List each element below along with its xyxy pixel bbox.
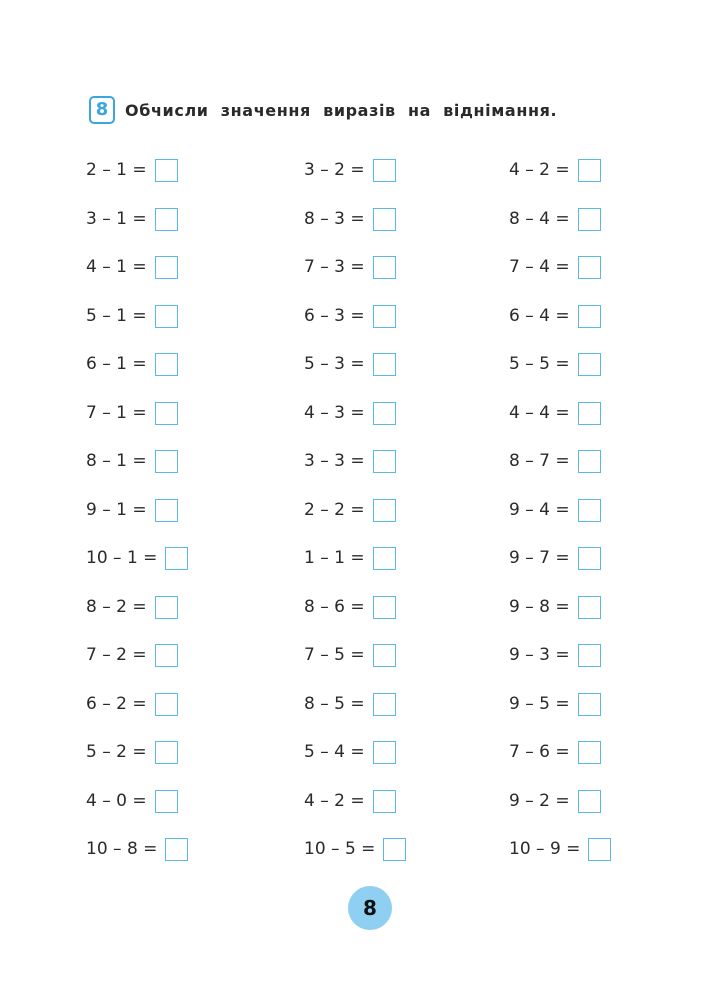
expression-text: 9 – 8 = [509,596,570,617]
answer-box[interactable] [373,305,396,328]
answer-box[interactable] [373,353,396,376]
answer-box[interactable] [578,790,601,813]
answer-box[interactable] [155,741,178,764]
expression-text: 10 – 1 = [86,548,158,568]
answer-box[interactable] [373,159,396,182]
answer-box[interactable] [155,402,178,425]
expression-row [509,496,611,545]
expression-text: 4 – 4 = [509,402,570,423]
task-title: Обчисли значення виразів на віднімання. [125,100,558,120]
expression-row [304,350,406,399]
answer-box[interactable] [155,256,178,279]
expression-row [86,690,188,739]
expression-text: 3 – 3 = [304,451,365,471]
answer-box[interactable] [155,159,178,182]
answer-box[interactable] [578,208,601,231]
answer-box[interactable] [373,790,396,813]
expression-row [86,205,188,254]
answer-box[interactable] [373,644,396,667]
answer-box[interactable] [373,693,396,716]
expression-row [86,302,188,351]
expression-text: 5 – 4 = [304,742,365,762]
expression-row [509,205,611,254]
expression-row [304,253,406,302]
answer-box[interactable] [155,644,178,667]
expression-text: 9 – 4 = [509,499,570,520]
answer-box[interactable] [373,256,396,279]
expression-text: 5 – 1 = [86,305,147,326]
expression-text: 7 – 3 = [304,257,365,277]
expression-text: 8 – 7 = [509,451,570,471]
expression-row [86,544,188,593]
answer-box[interactable] [578,499,601,522]
answer-box[interactable] [578,305,601,328]
expression-row [304,641,406,690]
expression-row [509,253,611,302]
expression-row [304,690,406,739]
expression-row [509,156,611,205]
task-number-badge: 8 [89,96,115,124]
expression-text: 3 – 2 = [304,160,365,180]
expression-text: 7 – 5 = [304,645,365,665]
expression-text: 5 – 5 = [509,354,570,374]
expression-row [304,496,406,545]
expression-row [509,593,611,642]
answer-box[interactable] [373,596,396,619]
page-number-badge: 8 [348,886,392,930]
answer-box[interactable] [155,499,178,522]
expression-text: 4 – 1 = [86,257,147,277]
expression-row [86,447,188,496]
expression-text: 6 – 4 = [509,305,570,326]
task-header [89,96,557,124]
expression-row [509,544,611,593]
expression-row [304,738,406,787]
expression-row [304,593,406,642]
expression-row [509,641,611,690]
expression-row [86,641,188,690]
expression-row [86,787,188,836]
expression-column-3 [509,156,611,884]
expression-row [86,738,188,787]
expression-text: 10 – 8 = [86,839,158,859]
answer-box[interactable] [578,159,601,182]
expression-row [86,835,188,884]
expression-text: 6 – 2 = [86,693,147,714]
expression-text: 4 – 2 = [304,790,365,811]
answer-box[interactable] [578,353,601,376]
expression-row [86,593,188,642]
expression-row [509,787,611,836]
expression-column-1 [86,156,188,884]
expression-row [304,302,406,351]
answer-box[interactable] [155,305,178,328]
expression-row [509,690,611,739]
expression-row [304,787,406,836]
answer-box[interactable] [373,402,396,425]
answer-box[interactable] [578,450,601,473]
expression-text: 4 – 3 = [304,402,365,423]
expression-text: 4 – 2 = [509,160,570,180]
answer-box[interactable] [155,790,178,813]
expression-text: 10 – 9 = [509,839,581,859]
expression-text: 7 – 6 = [509,742,570,762]
expression-row [509,399,611,448]
expression-row [304,835,406,884]
answer-box[interactable] [373,450,396,473]
expression-row [509,835,611,884]
answer-box[interactable] [373,741,396,764]
answer-box[interactable] [373,499,396,522]
expression-row [86,350,188,399]
answer-box[interactable] [383,838,406,861]
expression-row [86,253,188,302]
expression-row [304,447,406,496]
expression-text: 6 – 3 = [304,305,365,326]
answer-box[interactable] [155,450,178,473]
expression-text: 5 – 2 = [86,742,147,762]
expression-row [304,156,406,205]
answer-box[interactable] [155,353,178,376]
expression-text: 9 – 2 = [509,790,570,811]
expression-text: 9 – 5 = [509,693,570,714]
answer-box[interactable] [578,693,601,716]
expression-row [509,350,611,399]
expression-text: 8 – 2 = [86,596,147,617]
expression-text: 9 – 3 = [509,645,570,665]
expression-text: 9 – 1 = [86,499,147,520]
expression-text: 4 – 0 = [86,790,147,811]
expression-text: 9 – 7 = [509,548,570,568]
answer-box[interactable] [578,596,601,619]
expression-row [86,156,188,205]
expression-row [509,447,611,496]
answer-box[interactable] [578,741,601,764]
expression-text: 8 – 5 = [304,693,365,714]
expression-text: 8 – 1 = [86,451,147,471]
answer-box[interactable] [578,256,601,279]
expression-text: 8 – 4 = [509,208,570,229]
answer-box[interactable] [165,838,188,861]
expression-text: 8 – 3 = [304,208,365,229]
answer-box[interactable] [578,644,601,667]
expression-row [509,738,611,787]
expression-row [304,399,406,448]
answer-box[interactable] [373,547,396,570]
answer-box[interactable] [155,208,178,231]
answer-box[interactable] [165,547,188,570]
answer-box[interactable] [588,838,611,861]
expression-text: 3 – 1 = [86,208,147,229]
answer-box[interactable] [373,208,396,231]
expression-text: 7 – 4 = [509,257,570,277]
answer-box[interactable] [155,596,178,619]
expression-text: 7 – 2 = [86,645,147,665]
expression-text: 2 – 2 = [304,499,365,520]
expression-column-2 [304,156,406,884]
answer-box[interactable] [578,402,601,425]
expression-row [304,205,406,254]
expression-row [86,496,188,545]
answer-box[interactable] [155,693,178,716]
expression-row [509,302,611,351]
expression-text: 8 – 6 = [304,596,365,617]
answer-box[interactable] [578,547,601,570]
expression-text: 1 – 1 = [304,548,365,568]
expression-row [304,544,406,593]
expression-text: 2 – 1 = [86,160,147,180]
expression-text: 5 – 3 = [304,354,365,374]
expression-row [86,399,188,448]
expression-text: 6 – 1 = [86,354,147,374]
expression-text: 10 – 5 = [304,839,376,859]
expression-text: 7 – 1 = [86,402,147,423]
